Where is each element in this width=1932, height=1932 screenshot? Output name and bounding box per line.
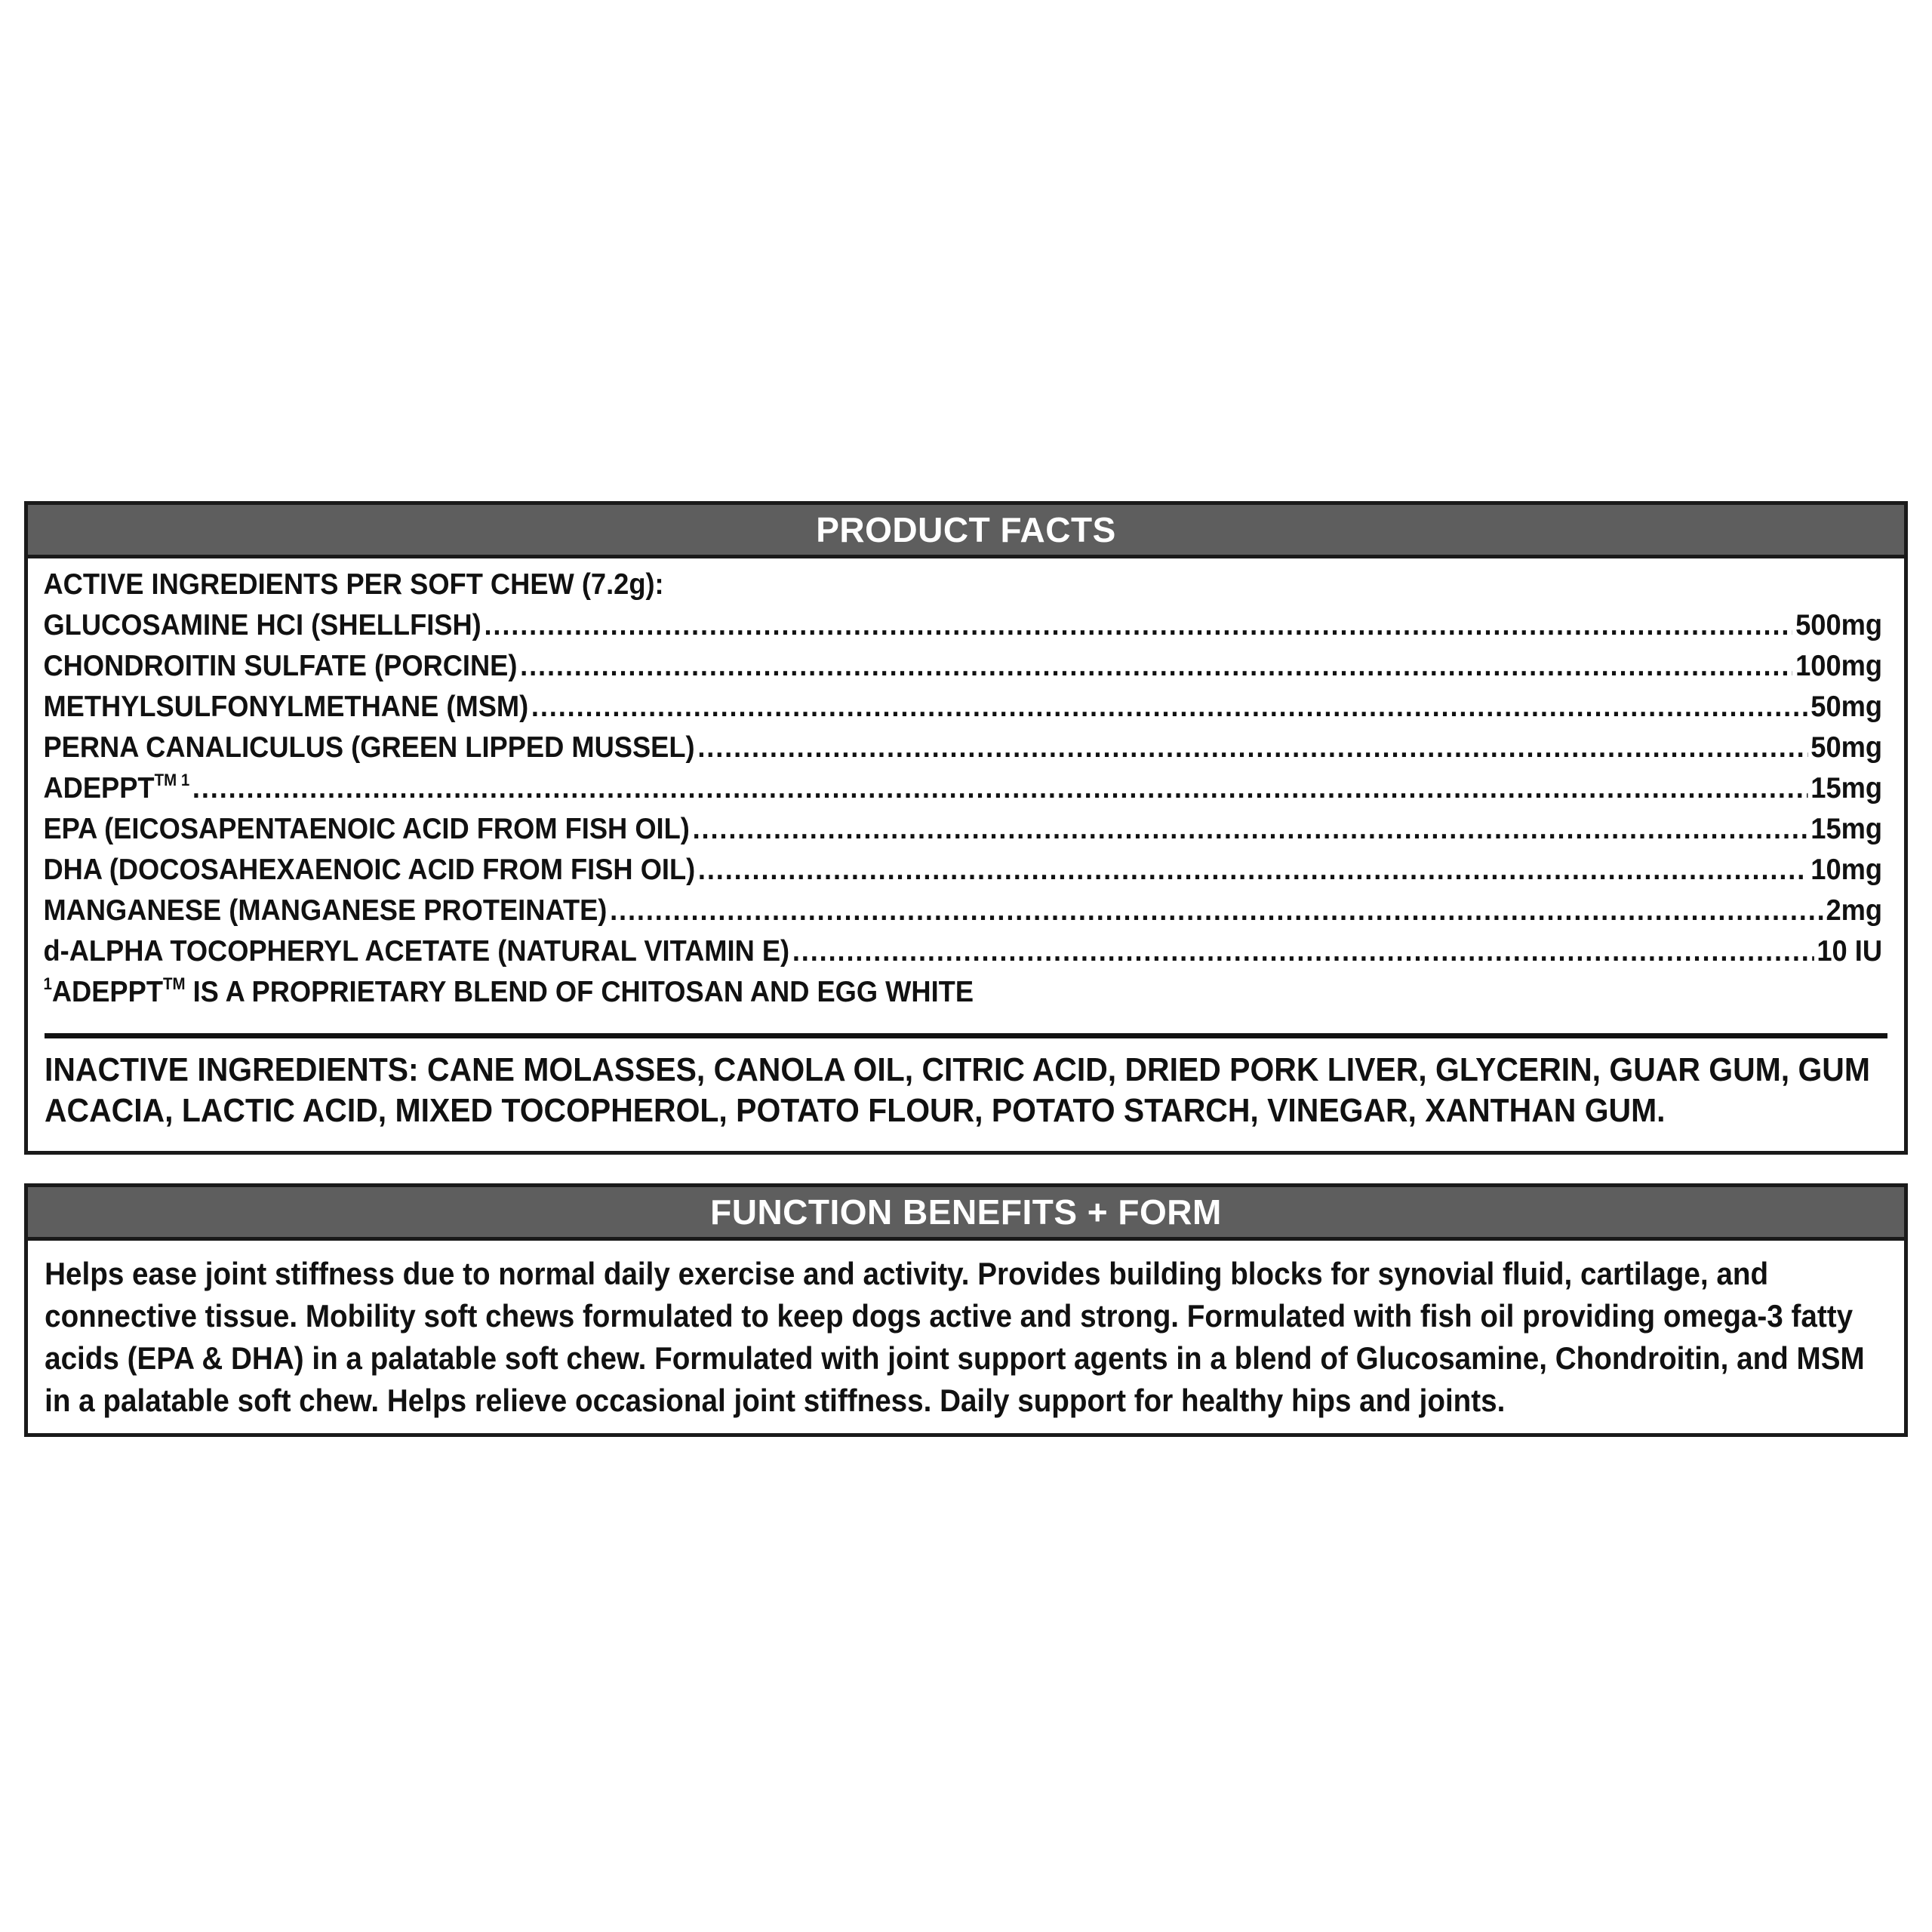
trademark-superscript: TM 1 — [154, 771, 190, 789]
ingredient-amount: 10mg — [1810, 854, 1883, 886]
footnote-marker: 1 — [43, 974, 52, 993]
ingredient-name: d-ALPHA TOCOPHERYL ACETATE (NATURAL VITAMIN E) — [43, 935, 790, 968]
product-facts-header: PRODUCT FACTS — [28, 505, 1904, 558]
ingredient-name: GLUCOSAMINE HCI (SHELLFISH) — [43, 609, 481, 641]
dot-leader — [792, 931, 1814, 972]
ingredient-row — [43, 687, 1882, 728]
footnote-lead: ADEPPT — [51, 976, 163, 1008]
dot-leader — [192, 768, 1808, 809]
ingredient-name: CHONDROITIN SULFATE (PORCINE) — [43, 650, 518, 682]
dot-leader — [484, 605, 1792, 646]
ingredient-row — [43, 850, 1882, 891]
ingredient-name — [43, 768, 189, 809]
section-divider — [45, 1033, 1887, 1038]
ingredient-row — [43, 809, 1882, 850]
ingredient-amount: 15mg — [1810, 772, 1883, 804]
ingredient-amount: 15mg — [1810, 813, 1883, 845]
ingredient-name: EPA (EICOSAPENTAENOIC ACID FROM FISH OIL) — [43, 813, 690, 845]
dot-leader — [610, 891, 1823, 931]
ingredient-amount: 50mg — [1810, 691, 1883, 723]
ingredient-name: METHYLSULFONYLMETHANE (MSM) — [43, 691, 529, 723]
dot-leader — [698, 850, 1808, 891]
active-ingredients-section — [28, 558, 1898, 1013]
ingredient-name: MANGANESE (MANGANESE PROTEINATE) — [43, 894, 608, 927]
ingredient-amount: 100mg — [1795, 650, 1883, 682]
function-benefits-header: FUNCTION BENEFITS + FORM — [28, 1187, 1904, 1241]
footnote-text: IS A PROPRIETARY BLEND OF CHITOSAN AND EGG WHITE — [185, 976, 974, 1008]
footnote — [43, 972, 1882, 1013]
ingredient-name-text: ADEPPT — [43, 772, 155, 804]
footnote-trademark: TM — [162, 974, 186, 993]
ingredient-amount: 50mg — [1810, 731, 1883, 764]
ingredient-row — [43, 646, 1882, 687]
ingredient-row — [43, 768, 1882, 809]
product-facts-panel — [24, 501, 1908, 1155]
function-benefits-panel — [24, 1183, 1908, 1437]
dot-leader — [697, 728, 1807, 768]
dot-leader — [693, 809, 1808, 850]
dot-leader — [531, 687, 1808, 728]
active-ingredients-heading: ACTIVE INGREDIENTS PER SOFT CHEW (7.2g): — [43, 568, 664, 601]
function-benefits-text: Helps ease joint stiffness due to normal daily exercise and activity. Provides building blocks for synovial fluid, cartilage, and connective tissue. Mobility soft chews formulated to keep dogs active and strong. Formulated with fish oil providing omega-3 fatty acids (EPA & DHA) in a palatable soft chew. Formulated with joint support agents in a blend of Glucosamine, Chondroitin, and MSM in a palatable soft chew. Helps relieve occasional joint stiffness. Daily support for healthy hips and joints. — [45, 1256, 1865, 1418]
ingredient-name: DHA (DOCOSAHEXAENOIC ACID FROM FISH OIL) — [43, 854, 696, 886]
ingredient-row — [43, 931, 1882, 972]
ingredient-row — [43, 728, 1882, 768]
ingredient-amount: 500mg — [1795, 609, 1883, 641]
ingredient-name: PERNA CANALICULUS (GREEN LIPPED MUSSEL) — [43, 731, 695, 764]
ingredient-amount: 10 IU — [1817, 935, 1883, 968]
ingredient-row — [43, 605, 1882, 646]
dot-leader — [520, 646, 1792, 687]
ingredient-amount: 2mg — [1826, 894, 1883, 927]
ingredient-row — [43, 891, 1882, 931]
inactive-ingredients: INACTIVE INGREDIENTS: CANE MOLASSES, CANOLA OIL, CITRIC ACID, DRIED PORK LIVER, GLYCERIN, GUAR GUM, GUM ACACIA, LACTIC ACID, MIXED TOCOPHEROL, POTATO FLOUR, POTATO STARCH, VINEGAR, XANTHAN GUM. — [45, 1051, 1870, 1129]
